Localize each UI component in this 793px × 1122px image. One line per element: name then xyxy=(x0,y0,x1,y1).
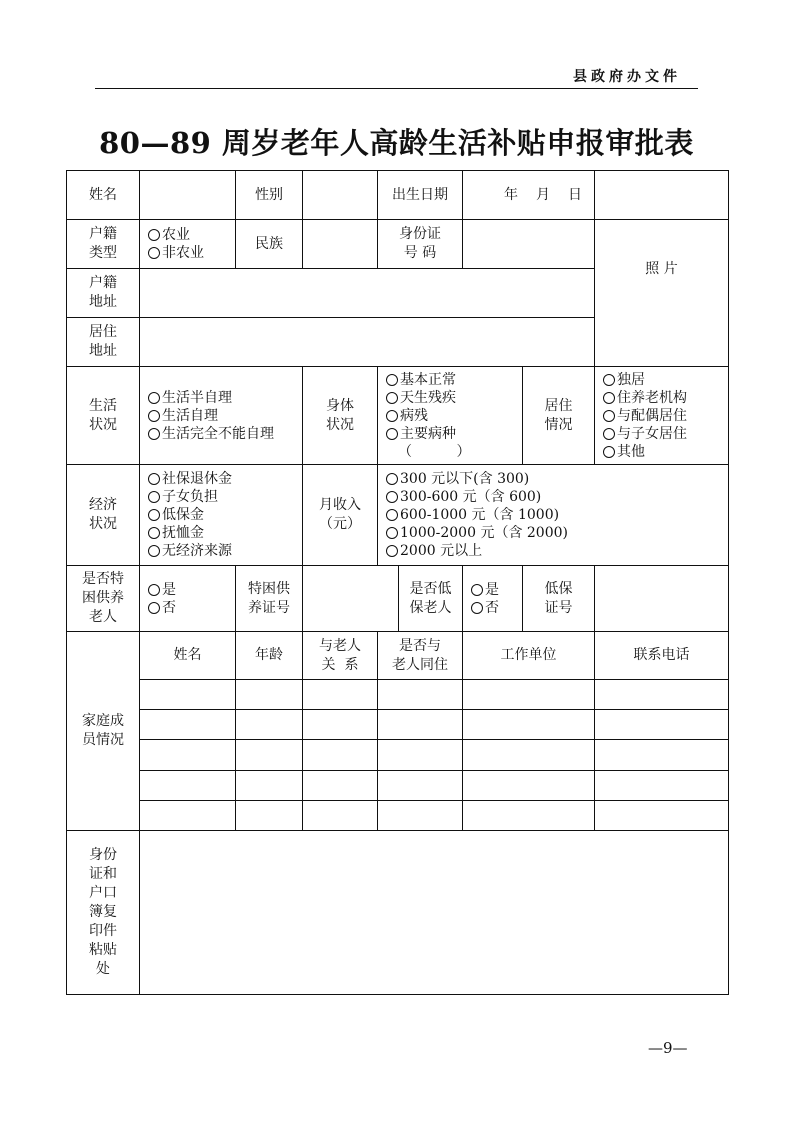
attachment-area[interactable] xyxy=(139,830,729,995)
gender-label-cell xyxy=(235,170,302,219)
radio-circle-icon xyxy=(148,247,160,259)
hukou-option-non-agricultural[interactable]: 非农业 xyxy=(148,244,204,262)
family-cell-name[interactable] xyxy=(139,800,235,830)
residence-options xyxy=(594,366,729,464)
low-income-options xyxy=(462,565,522,631)
disease-blank[interactable]: （ ） xyxy=(398,443,471,460)
special-cert-label: 特困供 养证号 xyxy=(248,580,290,616)
radio-circle-icon xyxy=(148,473,160,485)
family-cell-phone[interactable] xyxy=(594,679,729,709)
radio-circle-icon xyxy=(471,584,483,596)
income-label: 月收入 （元） xyxy=(319,497,361,532)
family-cell-age[interactable] xyxy=(235,709,302,739)
family-cell-cohabit[interactable] xyxy=(377,800,462,830)
family-header-name: 姓名 xyxy=(139,631,235,679)
ethnicity-label-cell xyxy=(235,219,302,268)
family-cell-phone[interactable] xyxy=(594,739,729,769)
family-cell-phone[interactable] xyxy=(594,800,729,830)
living-status-label-cell xyxy=(66,366,139,464)
radio-circle-icon xyxy=(386,392,398,404)
family-cell-age[interactable] xyxy=(235,770,302,800)
health-label: 身体 状况 xyxy=(326,397,354,433)
radio-circle-icon xyxy=(603,446,615,458)
name-field[interactable] xyxy=(139,170,235,219)
residence-option-children[interactable]: 与子女居住 xyxy=(603,425,687,443)
birthdate-label-cell xyxy=(377,170,462,219)
family-cell-name[interactable] xyxy=(139,770,235,800)
family-cell-workplace[interactable] xyxy=(462,679,594,709)
economic-options xyxy=(139,464,302,565)
document-header: 县政府办文件 xyxy=(573,69,681,85)
family-cell-phone[interactable] xyxy=(594,709,729,739)
family-label: 家庭成 员情况 xyxy=(82,713,124,748)
income-options xyxy=(377,464,729,565)
family-cell-age[interactable] xyxy=(235,679,302,709)
year-unit: 年 xyxy=(504,186,518,203)
family-cell-age[interactable] xyxy=(235,739,302,769)
gender-label: 性别 xyxy=(255,186,283,203)
family-cell-phone[interactable] xyxy=(594,770,729,800)
radio-circle-icon xyxy=(148,545,160,557)
health-option-congenital[interactable]: 天生残疾 xyxy=(386,389,456,407)
page-number: —9— xyxy=(648,1039,688,1057)
ethnicity-field[interactable] xyxy=(302,219,377,268)
special-support-label: 是否特 困供养 老人 xyxy=(82,571,124,625)
attachment-label: 身份 证和 户口 簿复 印件 粘贴 处 xyxy=(89,847,117,977)
residence-option-alone[interactable]: 独居 xyxy=(603,371,645,389)
hukou-option-agricultural[interactable]: 农业 xyxy=(148,226,190,244)
income-option-5[interactable]: 2000 元以上 xyxy=(386,542,482,560)
economic-option-low-income[interactable]: 低保金 xyxy=(148,506,204,524)
economic-label: 经济 状况 xyxy=(89,497,117,532)
radio-circle-icon xyxy=(603,392,615,404)
living-option-dependent[interactable]: 生活完全不能自理 xyxy=(148,425,274,443)
hukou-address-label: 户籍 地址 xyxy=(89,275,117,310)
gender-field[interactable] xyxy=(302,170,377,219)
family-cell-cohabit[interactable] xyxy=(377,770,462,800)
radio-circle-icon xyxy=(148,584,160,596)
hukou-type-label-cell xyxy=(66,219,139,268)
family-label-cell xyxy=(66,631,139,830)
family-cell-relation[interactable] xyxy=(302,709,377,739)
residence-address-label-cell xyxy=(66,317,139,366)
living-option-semi[interactable]: 生活半自理 xyxy=(148,389,232,407)
health-option-normal[interactable]: 基本正常 xyxy=(386,371,456,389)
family-cell-workplace[interactable] xyxy=(462,739,594,769)
family-cell-name[interactable] xyxy=(139,709,235,739)
radio-circle-icon xyxy=(386,374,398,386)
photo-box[interactable] xyxy=(594,219,729,366)
special-support-options xyxy=(139,565,235,631)
hukou-address-field[interactable] xyxy=(139,268,594,317)
low-income-yes[interactable]: 是 xyxy=(471,581,499,599)
economic-option-none[interactable]: 无经济来源 xyxy=(148,542,232,560)
health-options xyxy=(377,366,522,464)
economic-option-pension[interactable]: 社保退休金 xyxy=(148,470,232,488)
residence-option-spouse[interactable]: 与配偶居住 xyxy=(603,407,687,425)
family-header-cohabit: 是否与 老人同住 xyxy=(377,631,462,679)
radio-circle-icon xyxy=(386,527,398,539)
health-option-disabled[interactable]: 病残 xyxy=(386,407,428,425)
residence-address-field[interactable] xyxy=(139,317,594,366)
low-income-label: 是否低 保老人 xyxy=(409,580,452,616)
low-income-no[interactable]: 否 xyxy=(471,599,499,617)
special-support-yes[interactable]: 是 xyxy=(148,581,176,599)
low-income-cert-label: 低保 证号 xyxy=(544,580,573,616)
id-label: 身份证 号 码 xyxy=(399,226,441,261)
special-support-no[interactable]: 否 xyxy=(148,599,176,617)
radio-circle-icon xyxy=(148,229,160,241)
income-label-cell xyxy=(302,464,377,565)
radio-circle-icon xyxy=(386,545,398,557)
name-label-cell xyxy=(66,170,139,219)
residence-situation-label: 居住 情况 xyxy=(544,397,573,433)
economic-option-compensation[interactable]: 抚恤金 xyxy=(148,524,204,542)
economic-option-children[interactable]: 子女负担 xyxy=(148,488,218,506)
family-cell-name[interactable] xyxy=(139,679,235,709)
special-cert-field[interactable] xyxy=(302,565,398,631)
radio-circle-icon xyxy=(148,428,160,440)
radio-circle-icon xyxy=(603,428,615,440)
month-unit: 月 xyxy=(536,186,550,203)
id-field[interactable] xyxy=(462,219,594,268)
income-option-1[interactable]: 300 元以下(含 300) xyxy=(386,470,529,488)
residence-option-nursing-home[interactable]: 住养老机构 xyxy=(603,389,687,407)
radio-circle-icon xyxy=(148,602,160,614)
family-header-workplace: 工作单位 xyxy=(462,631,594,679)
ethnicity-label: 民族 xyxy=(255,235,283,252)
living-option-self[interactable]: 生活自理 xyxy=(148,407,218,425)
residence-address-label: 居住 地址 xyxy=(89,324,117,359)
page-title: 80—89 周岁老年人高龄生活补贴申报审批表 xyxy=(99,126,694,160)
hukou-type-label: 户籍 类型 xyxy=(89,226,117,261)
family-header-relation: 与老人 关 系 xyxy=(302,631,377,679)
low-income-label-cell xyxy=(398,565,462,631)
residence-option-other[interactable]: 其他 xyxy=(603,443,645,461)
health-label-cell xyxy=(302,366,377,464)
radio-circle-icon xyxy=(603,374,615,386)
radio-circle-icon xyxy=(386,428,398,440)
attachment-label-cell xyxy=(66,830,139,995)
radio-circle-icon xyxy=(386,509,398,521)
family-cell-workplace[interactable] xyxy=(462,800,594,830)
family-header-age: 年龄 xyxy=(235,631,302,679)
radio-circle-icon xyxy=(386,410,398,422)
family-cell-name[interactable] xyxy=(139,739,235,769)
family-cell-relation[interactable] xyxy=(302,770,377,800)
name-label: 姓名 xyxy=(89,186,117,203)
family-cell-relation[interactable] xyxy=(302,800,377,830)
special-support-label-cell xyxy=(66,565,139,631)
family-cell-workplace[interactable] xyxy=(462,770,594,800)
residence-situation-label-cell xyxy=(522,366,594,464)
health-option-disease[interactable]: 主要病种 xyxy=(386,425,456,443)
day-unit: 日 xyxy=(568,186,582,203)
family-cell-cohabit[interactable] xyxy=(377,679,462,709)
hukou-type-options xyxy=(139,219,235,268)
photo-cell[interactable] xyxy=(594,170,729,219)
income-option-3[interactable]: 600-1000 元（含 1000) xyxy=(386,506,559,524)
income-option-2[interactable]: 300-600 元（含 600) xyxy=(386,488,541,506)
radio-circle-icon xyxy=(148,491,160,503)
radio-circle-icon xyxy=(386,473,398,485)
photo-label: 照 片 xyxy=(645,261,678,277)
economic-label-cell xyxy=(66,464,139,565)
special-cert-label-cell xyxy=(235,565,302,631)
living-status-label: 生活 状况 xyxy=(89,397,117,433)
family-cell-cohabit[interactable] xyxy=(377,739,462,769)
radio-circle-icon xyxy=(148,509,160,521)
birthdate-label: 出生日期 xyxy=(392,186,448,203)
low-income-cert-field[interactable] xyxy=(594,565,729,631)
low-income-cert-label-cell xyxy=(522,565,594,631)
living-status-options xyxy=(139,366,302,464)
radio-circle-icon xyxy=(148,410,160,422)
income-option-4[interactable]: 1000-2000 元（含 2000) xyxy=(386,524,568,542)
radio-circle-icon xyxy=(603,410,615,422)
radio-circle-icon xyxy=(471,602,483,614)
hukou-address-label-cell xyxy=(66,268,139,317)
family-cell-workplace[interactable] xyxy=(462,709,594,739)
family-cell-relation[interactable] xyxy=(302,739,377,769)
radio-circle-icon xyxy=(148,527,160,539)
id-label-cell xyxy=(377,219,462,268)
radio-circle-icon xyxy=(386,491,398,503)
radio-circle-icon xyxy=(148,392,160,404)
family-cell-cohabit[interactable] xyxy=(377,709,462,739)
family-cell-age[interactable] xyxy=(235,800,302,830)
family-cell-relation[interactable] xyxy=(302,679,377,709)
family-header-phone: 联系电话 xyxy=(594,631,729,679)
header-divider xyxy=(95,88,698,89)
birthdate-field[interactable] xyxy=(462,170,594,219)
